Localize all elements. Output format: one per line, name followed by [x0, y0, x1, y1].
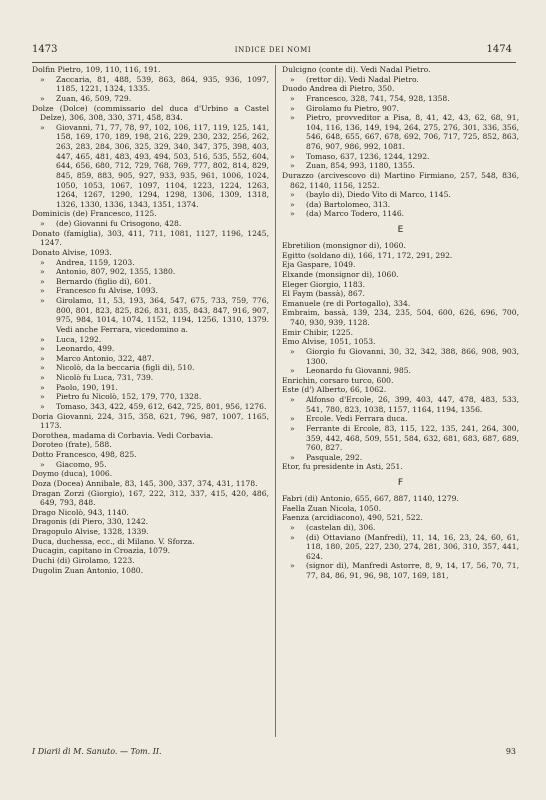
index-subentry: » Zuan, 854, 993, 1180, 1355. — [282, 161, 519, 171]
index-entry: Doymo (duca), 1006. — [32, 469, 113, 479]
index-entry: Dolfin Pietro, 109, 110, 116, 191. — [32, 65, 161, 74]
index-entry: Faella Zuan Nicola, 1050. — [282, 503, 381, 513]
index-entry: Este (d') Alberto, 66, 1062. — [282, 385, 387, 395]
index-subentry: » Tomaso, 637, 1236, 1244, 1292. — [282, 152, 519, 162]
index-subentry: » (signor di), Manfredi Astorre, 8, 9, 14, 17, 56, 70, 71, 77, 84, 86, 91, 96, 98, 107, 169, 181, — [282, 561, 519, 580]
index-subentry: » Zuan, 46, 509, 729. — [32, 94, 269, 104]
index-subentry: » Luca, 1292. — [32, 335, 269, 345]
index-subentry: » (de) Giovanni fu Crisogono, 428. — [32, 219, 269, 229]
index-entry: Eja Gaspare, 1049. — [282, 260, 356, 270]
index-entry: Ebretilion (monsignor di), 1060. — [282, 241, 406, 250]
index-entry: Dotto Francesco, 498, 825. — [32, 450, 137, 459]
column-divider — [275, 65, 276, 737]
index-subentry: » Paolo, 190, 191. — [32, 383, 269, 393]
index-entry: Emir Chibir, 1225. — [282, 327, 353, 337]
index-subentry: » Giorgio fu Giovanni, 30, 32, 342, 388, 866, 908, 903, 1300. — [282, 347, 519, 366]
right-page-number: 1474 — [486, 44, 512, 55]
index-subentry: » (da) Bartolomeo, 313. — [282, 200, 519, 210]
section-letter: F — [397, 478, 404, 488]
index-subentry: » Francesco, 328, 741, 754, 928, 1358. — [282, 94, 519, 104]
index-entry: Dragan Zorzi (Giorgio), 167, 222, 312, 337, 415, 420, 486, 649, 793, 848. — [32, 488, 269, 508]
index-subentry: » Giovanni, 71, 77, 78, 97, 102, 106, 117, 119, 125, 141, 158, 169, 170, 189, 198, 216, 229, 230, 232, 256, 262, 263, 283, 284, 306, 325, 329, 340, 347, 375, 398, 403, 447, 465, 481, 483, 493, 494, 503, 516, 535, 552, 604, 644, 656, 680, 712, 729, 768, 769, 777, 802, 814, 829, 845, 859, 883, 905, 927, 933, 935, 961, 1006, 1024, 1050, 1053, 1067, 1097, 1104, 1223, 1224, 1263, 1264, 1267, 1290, 1294, 1298, 1306, 1309, 1318, 1326, 1330, 1336, 1343, 1351, 1374. — [32, 123, 269, 210]
index-subentry: » (da) Marco Todero, 1146. — [282, 209, 519, 219]
index-entry: Emo Alvise, 1051, 1053. — [282, 337, 376, 347]
index-entry: Doza (Docea) Annibale, 83, 145, 300, 337, 374, 431, 1178. — [32, 478, 258, 488]
index-entry: Fabri (di) Antonio, 655, 667, 887, 1140, 1279. — [282, 494, 459, 503]
index-entry: Faenza (arcidiacono), 490, 521, 522. — [282, 513, 423, 523]
index-entry: Etor, fu presidente in Asti, 251. — [282, 462, 403, 472]
index-entry: Duchi (di) Girolamo, 1223. — [32, 555, 135, 565]
right-column — [282, 65, 519, 581]
index-entry: Dugolin Zuan Antonio, 1080. — [32, 565, 144, 575]
left-page-number: 1473 — [32, 44, 58, 55]
index-entry: Dominicis (de) Francesco, 1125. — [32, 209, 157, 219]
index-subentry: » Francesco fu Alvise, 1093. — [32, 286, 269, 296]
index-entry: Dolze (Dolce) (commissario del duca d'Urbino a Castel Delze), 306, 308, 330, 371, 458, 834. — [32, 103, 269, 123]
index-subentry: » Nicolò, da la beccaria (figli di), 510. — [32, 363, 269, 373]
page-footer — [32, 747, 516, 756]
index-subentry: » Ercole. Vedi Ferrara duca. — [282, 414, 519, 424]
index-entry: Dorothea, madama di Corbavia. Vedi Corbavia. — [32, 430, 214, 440]
index-subentry: » (rettor di). Vedi Nadal Pietro. — [282, 75, 519, 85]
index-entry: Dragonis (di Piero, 330, 1242. — [32, 517, 149, 527]
index-entry: Emanuele (re di Portogallo), 334. — [282, 298, 411, 308]
index-subentry: » Nicolò fu Luca, 731, 739. — [32, 373, 269, 383]
index-subentry: » Bernardo (figlio di), 601. — [32, 277, 269, 287]
index-subentry: » (di) Ottaviano (Manfredi), 11, 14, 16, 23, 24, 60, 61, 118, 180, 205, 227, 230, 274, 281, 306, 310, 357, 441, 624. — [282, 533, 519, 562]
index-subentry: » (castelan di), 306. — [282, 523, 519, 533]
index-entry: Donato Alvise, 1093. — [32, 247, 112, 257]
index-subentry: » Antonio, 807, 902, 1355, 1380. — [32, 267, 269, 277]
index-subentry: » Leonardo fu Giovanni, 985. — [282, 366, 519, 376]
index-subentry: » Pasquale, 292. — [282, 453, 519, 463]
index-subentry: » Leonardo, 499. — [32, 344, 269, 354]
index-entry: Doria Giovanni, 224, 315, 358, 621, 796, 987, 1007, 1165, 1173. — [32, 411, 269, 431]
index-subentry: » Ferrante di Ercole, 83, 115, 122, 135, 241, 264, 300, 359, 442, 468, 509, 551, 584, 632, 681, 683, 687, 689, 760, 827. — [282, 424, 519, 453]
index-entry: Ducagin, capitano in Croazia, 1079. — [32, 546, 171, 556]
index-subentry: » Pietro, provveditor a Pisa, 8, 41, 42, 43, 62, 68, 91, 104, 116, 136, 149, 194, 264, 275, 276, 301, 336, 356, 546, 648, 655, 667, 678, 692, 706, 717, 725, 852, 863, 876, 907, 986, 992, 1081. — [282, 113, 519, 152]
index-entry: Doroteo (frate), 588. — [32, 440, 112, 450]
index-entry: Enrichin, corsaro turco, 600. — [282, 375, 394, 385]
footer-title: I Diarii di M. Sanuto. — Tom. II. — [32, 747, 162, 756]
left-column — [32, 65, 269, 575]
index-entry: Dulcigno (conte di). Vedi Nadal Pietro. — [282, 65, 431, 74]
index-entry: Embraim, bassà, 139, 234, 235, 504, 600, 626, 696, 700, 740, 930, 939, 1128. — [282, 308, 519, 327]
page-header — [0, 44, 546, 60]
index-entry: Donato (famiglia), 303, 411, 711, 1081, 1127, 1196, 1245, 1247. — [32, 228, 269, 248]
index-subentry: » Andrea, 1159, 1203. — [32, 258, 269, 268]
index-subentry: » Girolamo fu Pietro, 907. — [282, 104, 519, 114]
index-entry: Durazzo (arcivescovo di) Martino Firmiano, 257, 548, 836, 862, 1140, 1156, 1252. — [282, 170, 519, 190]
index-entry: Egitto (soldano di), 166, 171, 172, 291, 292. — [282, 250, 453, 260]
index-subentry: » (baylo di), Diedo Vito di Marco, 1145. — [282, 190, 519, 200]
index-subentry: » Giacomo, 95. — [32, 460, 269, 470]
running-title: INDICE DEI NOMI — [234, 46, 312, 54]
index-entry: Elxande (monsignor di), 1060. — [282, 269, 399, 279]
index-entry: Duca, duchessa, ecc., di Milano. V. Sforza. — [32, 536, 195, 546]
section-letter: E — [397, 225, 404, 235]
signature-mark: 93 — [505, 747, 516, 756]
index-subentry: » Tomaso, 343, 422, 459, 612, 642, 725, 801, 956, 1276. — [32, 402, 269, 412]
index-subentry: » Zaccaria, 81, 488, 539, 863, 864, 935, 936, 1097, 1185, 1221, 1324, 1335. — [32, 75, 269, 94]
header-rule — [32, 62, 516, 63]
index-entry: Eleger Giorgio, 1183. — [282, 279, 365, 289]
index-entry: El Faym (bassà), 867. — [282, 289, 365, 299]
index-entry: Dragopulo Alvise, 1328, 1339. — [32, 527, 149, 536]
index-entry: Duodo Andrea di Pietro, 350. — [282, 84, 395, 94]
index-entry: Drago Nicolò, 943, 1140. — [32, 507, 129, 517]
index-subentry: » Marco Antonio, 322, 487. — [32, 354, 269, 364]
index-subentry: » Alfonso d'Ercole, 26, 399, 403, 447, 478, 483, 533, 541, 780, 823, 1038, 1157, 1164, 1194, 1356. — [282, 395, 519, 414]
index-subentry: » Pietro fu Nicolò, 152, 179, 770, 1328. — [32, 392, 269, 402]
index-subentry: » Girolamo, 11, 53, 193, 364, 547, 675, 733, 759, 776, 800, 801, 823, 825, 826, 831, 835, 843, 847, 916, 907, 975, 984, 1014, 1074, 1152, 1194, 1256, 1310, 1379. Vedi anche Ferrara, vicedomino a. — [32, 296, 269, 335]
